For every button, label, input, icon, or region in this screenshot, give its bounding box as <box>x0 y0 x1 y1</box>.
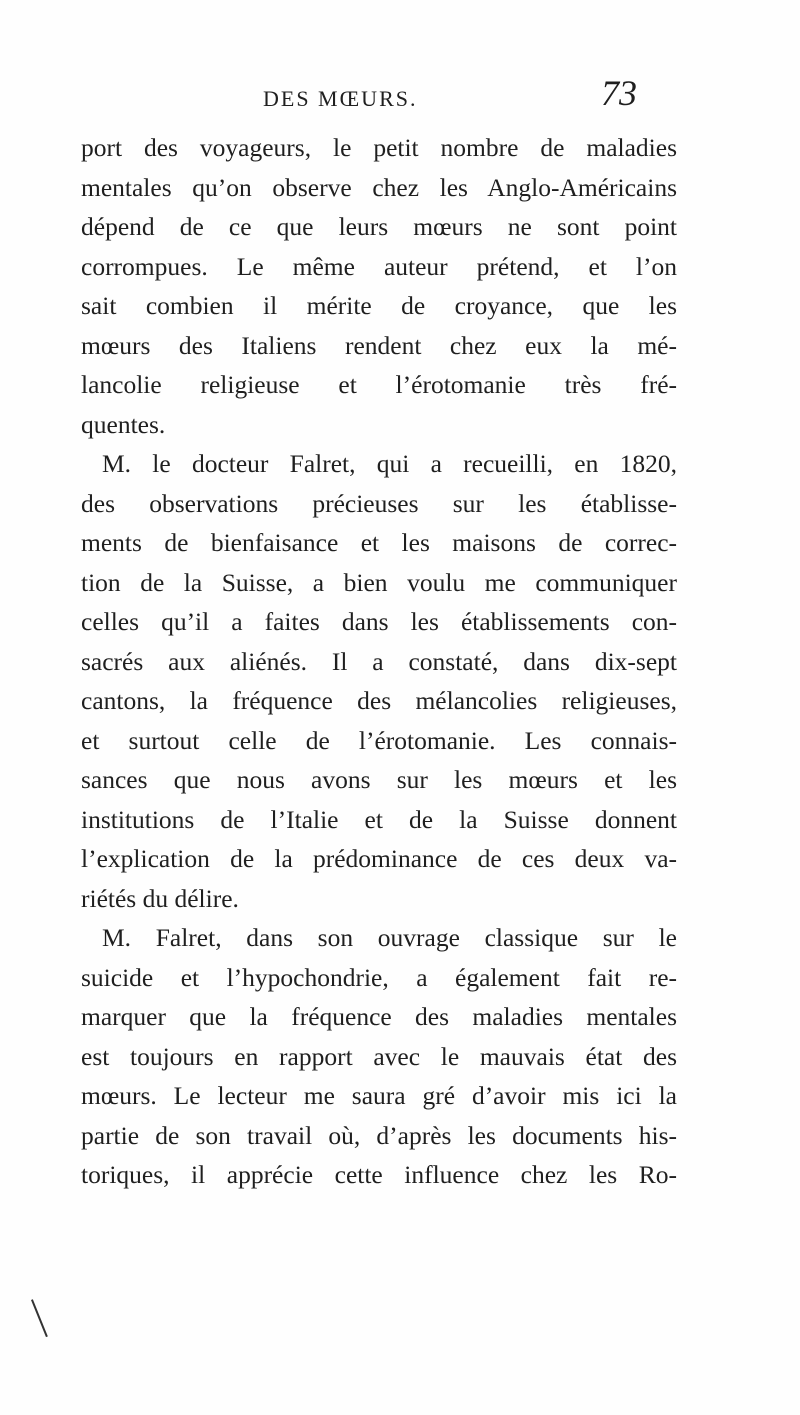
scan-mark <box>31 1299 48 1337</box>
text-line: toriques, il apprécie cette influence chez les Ro- <box>81 1160 677 1189</box>
text-line: institutions de l’Italie et de la Suisse donnent <box>81 804 677 834</box>
text-line: suicide et l’hypochondrie, a également fait re- <box>81 962 677 992</box>
text-line: est toujours en rapport avec le mauvais état des <box>81 1041 677 1071</box>
text-line: sacrés aux aliénés. Il a constaté, dans dix-sept <box>81 646 677 676</box>
text-line: lancolie religieuse et l’érotomanie très fré- <box>81 370 677 399</box>
running-head: DES MŒURS. <box>263 86 418 111</box>
text-line: partie de son travail où, d’après les documents his- <box>81 1120 677 1150</box>
page-number: 73 <box>601 73 637 113</box>
text-line: ments de bienfaisance et les maisons de correc- <box>81 528 677 557</box>
text-line: dépend de ce que leurs mœurs ne sont point <box>81 212 677 241</box>
text-line: tion de la Suisse, a bien voulu me communiquer <box>81 567 677 597</box>
text-line: l’explication de la prédominance de ces deux va- <box>81 844 677 873</box>
text-line: mœurs des Italiens rendent chez eux la mé- <box>81 330 677 360</box>
text-line: sait combien il mérite de croyance, que les <box>81 291 677 320</box>
text-line: M. Falret, dans son ouvrage classique sur le <box>102 923 677 952</box>
text-line: celles qu’il a faites dans les établissements con- <box>81 607 677 636</box>
text-line: marquer que la fréquence des maladies mentales <box>81 1002 677 1031</box>
text-line: cantons, la fréquence des mélancolies religieuses, <box>81 686 677 715</box>
text-line: M. le docteur Falret, qui a recueilli, en 1820, <box>102 449 677 478</box>
text-line: quentes. <box>81 409 166 439</box>
text-line: et surtout celle de l’érotomanie. Les connais- <box>81 725 677 755</box>
text-line: mœurs. Le lecteur me saura gré d’avoir mis ici la <box>81 1081 677 1110</box>
text-line: des observations précieuses sur les établisse- <box>81 488 677 518</box>
text-line: sances que nous avons sur les mœurs et les <box>81 765 677 794</box>
text-line: corrompues. Le même auteur prétend, et l’on <box>81 251 677 281</box>
text-line: port des voyageurs, le petit nombre de maladies <box>81 133 677 162</box>
text-line: mentales qu’on observe chez les Anglo-Américains <box>81 172 677 202</box>
text-line: riétés du délire. <box>81 883 239 913</box>
body-text <box>81 128 677 1195</box>
